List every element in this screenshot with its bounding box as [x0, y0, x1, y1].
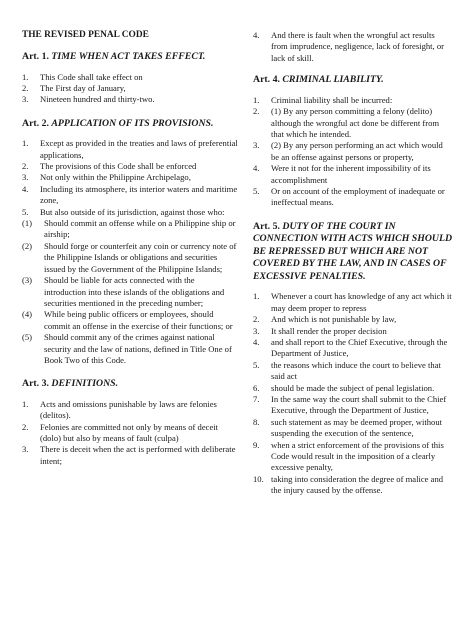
- list-item: [22, 161, 238, 172]
- item-number: 8.: [253, 416, 260, 427]
- item-number: 1.: [22, 138, 29, 149]
- article-4-list: [253, 95, 453, 209]
- item-text: And which is not punishable by law,: [271, 314, 397, 325]
- item-text: (2) By any person performing an act which would be an offense against persons or property,: [271, 140, 443, 162]
- item-text: should be made the subject of penal legislation.: [271, 382, 435, 393]
- list-item: [22, 275, 238, 309]
- list-item: [22, 172, 238, 183]
- item-text: Including its atmosphere, its interior waters and maritime zone,: [40, 183, 238, 206]
- article-5-title: DUTY OF THE COURT IN CONNECTION WITH ACTS WHICH SHOULD BE REPRESSED BUT WHICH ARE NOT COVERED BY THE LAW, AND IN CASES OF EXCESSIVE PENALTIES.: [253, 220, 453, 282]
- list-item: [253, 337, 453, 360]
- article-4-heading: [253, 74, 453, 87]
- list-item: [22, 138, 238, 161]
- article-4-label: Art. 4.: [253, 74, 280, 86]
- list-item: [22, 72, 238, 83]
- item-text: Were it not for the inherent impossibility of its accomplishment: [271, 163, 431, 185]
- list-item: [22, 332, 238, 366]
- list-item: [253, 394, 453, 417]
- article-2-title: APPLICATION OF ITS PROVISIONS.: [51, 117, 214, 129]
- item-number: 5.: [22, 206, 29, 217]
- list-item: [22, 309, 238, 332]
- item-number: (2): [22, 240, 33, 251]
- item-number: 5.: [253, 359, 260, 370]
- article-1-list: [22, 72, 238, 106]
- item-text: While being public officers or employees, should commit an offense in the exercise of their functions; or: [44, 309, 233, 331]
- article-1-title: TIME WHEN ACT TAKES EFFECT.: [51, 51, 206, 62]
- article-1-heading: [22, 51, 238, 64]
- item-number: 5.: [253, 185, 260, 196]
- item-text: taking into consideration the degree of malice and the injury caused by the offense.: [271, 473, 444, 496]
- list-item: [253, 326, 453, 337]
- list-item: [253, 186, 453, 209]
- left-column: [22, 29, 238, 479]
- item-text: and shall report to the Chief Executive, through the Department of Justice,: [271, 336, 448, 359]
- item-number: 4.: [253, 163, 260, 174]
- item-number: (1): [22, 218, 33, 229]
- item-text: The provisions of this Code shall be enforced: [40, 161, 197, 172]
- item-number: (5): [22, 332, 33, 343]
- item-number: 6.: [253, 382, 260, 393]
- item-number: (4): [22, 309, 33, 320]
- article-4-title: CRIMINAL LIABILITY.: [282, 74, 384, 86]
- list-item: [22, 83, 238, 94]
- list-item: [253, 314, 453, 325]
- list-item: [22, 444, 238, 467]
- list-item: [22, 218, 238, 241]
- item-number: 2.: [22, 421, 29, 432]
- item-text: In the same way the court shall submit to the Chief Executive, through the Department of Justice,: [271, 393, 447, 416]
- list-item: [22, 94, 238, 105]
- item-text: Except as provided in the treaties and laws of preferential applications,: [40, 138, 238, 160]
- item-number: (3): [22, 275, 33, 286]
- article-2-heading: [22, 118, 238, 131]
- item-number: 10.: [253, 473, 264, 484]
- item-text: (1) By any person committing a felony (delito) although the wrongful act done be different from that which he intended.: [271, 106, 440, 139]
- article-3-list: [22, 399, 238, 467]
- article-3-label: Art. 3.: [22, 378, 49, 390]
- item-text: Nineteen hundred and thirty-two.: [40, 94, 155, 105]
- item-number: 2.: [22, 82, 29, 93]
- item-text: Felonies are committed not only by means of deceit (dolo) but also by means of fault (culpa): [40, 421, 219, 444]
- item-text: Criminal liability shall be incurred:: [271, 94, 393, 105]
- list-item: [253, 291, 453, 314]
- list-item: [22, 207, 238, 218]
- right-column: [253, 30, 453, 509]
- item-number: 2.: [253, 314, 260, 325]
- item-number: 3.: [253, 140, 260, 151]
- item-number: 4.: [253, 30, 260, 40]
- item-text: Acts and omissions punishable by laws are felonies (delitos).: [40, 398, 217, 421]
- list-item: [253, 440, 453, 474]
- item-text: the reasons which induce the court to believe that said act: [271, 359, 441, 382]
- item-text: when a strict enforcement of the provisions of this Code would result in the imposition of a clearly excessive penalty,: [271, 439, 444, 473]
- item-text: It shall render the proper decision: [271, 325, 387, 336]
- article-5-list: [253, 291, 453, 496]
- list-item: [253, 106, 453, 140]
- document-title: THE REVISED PENAL CODE: [22, 30, 149, 40]
- item-text: Should commit any of the crimes against national security and the law of nations, defined in Title One of Book Two of this Code.: [44, 332, 232, 365]
- item-text: Whenever a court has knowledge of any act which it may deem proper to repress: [271, 291, 452, 313]
- list-item: [253, 383, 453, 394]
- list-item: [253, 95, 453, 106]
- item-number: 3.: [253, 325, 260, 336]
- list-item: [253, 163, 453, 186]
- list-item: [22, 184, 238, 207]
- item-text: Not only within the Philippine Archipelago,: [40, 172, 191, 183]
- item-text: This Code shall take effect on: [40, 71, 143, 82]
- item-text: Should forge or counterfeit any coin or currency note of the Philippine Islands or obligations and securities issued by the Government of the Philippine Islands;: [44, 240, 237, 274]
- article-3-title: DEFINITIONS.: [51, 378, 119, 390]
- item-number: 9.: [253, 439, 260, 450]
- item-number: 1.: [22, 71, 29, 82]
- article-3-heading: [22, 378, 238, 391]
- article-5-heading: [253, 221, 453, 284]
- list-item: [253, 360, 453, 383]
- article-2-list: [22, 138, 238, 366]
- item-text: such statement as may be deemed proper, without suspending the execution of the sentence,: [271, 416, 443, 439]
- item-number: 2.: [22, 161, 29, 172]
- item-text: Should commit an offense while on a Philippine ship or airship;: [44, 218, 236, 240]
- item-number: 4.: [22, 183, 29, 194]
- item-number: 3.: [22, 444, 29, 455]
- item-text: But also outside of its jurisdiction, against those who:: [40, 206, 225, 217]
- item-number: 3.: [22, 172, 29, 183]
- article-1-label: Art. 1.: [22, 51, 49, 62]
- list-item: [253, 417, 453, 440]
- list-item: [22, 422, 238, 445]
- item-text: Should be liable for acts connected with the introduction into these islands of the obligations and securities mentioned in the preceding number;: [44, 275, 225, 308]
- item-number: 2.: [253, 106, 260, 117]
- article-5-label: Art. 5.: [253, 220, 280, 232]
- item-text: Or on account of the employment of inadequate or ineffectual means.: [271, 185, 445, 208]
- item-text: There is deceit when the act is performed with deliberate intent;: [40, 444, 236, 466]
- item-number: 1.: [253, 291, 260, 302]
- item-number: 3.: [22, 94, 29, 105]
- list-item: [253, 30, 453, 64]
- list-item: [22, 399, 238, 422]
- item-number: 1.: [22, 398, 29, 409]
- article-2-label: Art. 2.: [22, 117, 49, 129]
- item-number: 4.: [253, 336, 260, 347]
- article-3-continued-list: [253, 30, 453, 64]
- list-item: [253, 474, 453, 497]
- item-number: 1.: [253, 94, 260, 105]
- list-item: [253, 140, 453, 163]
- list-item: [22, 241, 238, 275]
- item-text: The First day of January,: [40, 82, 126, 93]
- item-text: And there is fault when the wrongful act results from imprudence, negligence, lack of foresight, or lack of skill.: [271, 30, 445, 63]
- item-number: 7.: [253, 393, 260, 404]
